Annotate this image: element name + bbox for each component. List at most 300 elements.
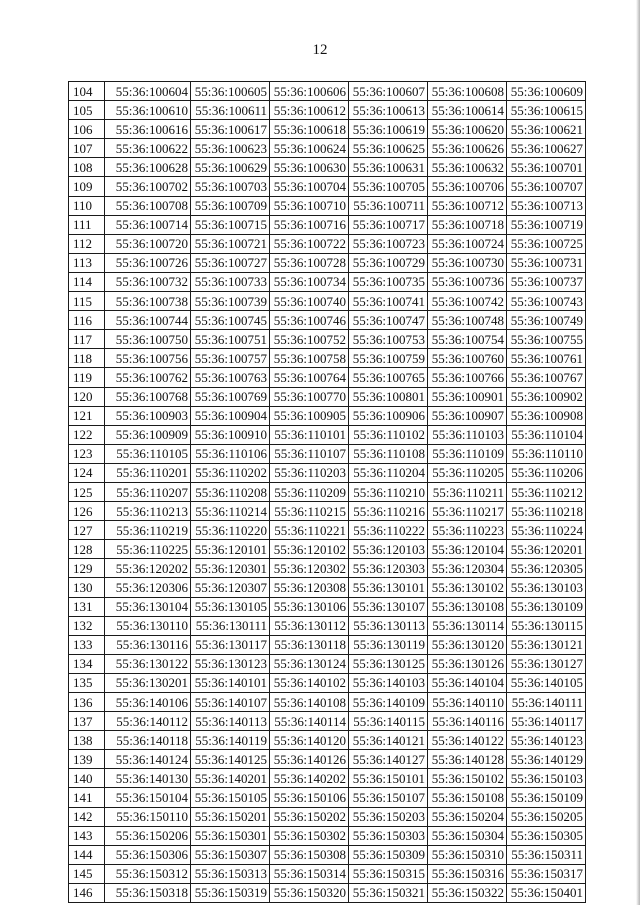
cadastral-number-cell: 55:36:100754	[428, 330, 507, 349]
table-row	[69, 712, 586, 731]
cadastral-number-cell: 55:36:100770	[270, 387, 349, 406]
cadastral-number-cell: 55:36:100758	[270, 349, 349, 368]
cadastral-number-cell: 55:36:110106	[191, 444, 270, 463]
cadastral-number-cell: 55:36:140105	[507, 673, 586, 692]
cadastral-number-cell: 55:36:120304	[428, 559, 507, 578]
cadastral-number-cell: 55:36:130121	[507, 635, 586, 654]
cadastral-number-cell: 55:36:100623	[191, 139, 270, 158]
cadastral-number-cell: 55:36:100702	[105, 177, 191, 196]
cadastral-number-cell: 55:36:110209	[270, 482, 349, 501]
cadastral-number-cell: 55:36:150305	[507, 826, 586, 845]
cadastral-number-cell: 55:36:100608	[428, 82, 507, 101]
cadastral-number-cell: 55:36:100625	[349, 139, 428, 158]
cadastral-number-cell: 55:36:100609	[507, 82, 586, 101]
cadastral-number-cell: 55:36:100727	[191, 253, 270, 272]
cadastral-number-cell: 55:36:100742	[428, 292, 507, 311]
cadastral-number-cell: 55:36:150106	[270, 788, 349, 807]
cadastral-number-cell: 55:36:140110	[428, 693, 507, 712]
cadastral-number-cell: 55:36:150101	[349, 769, 428, 788]
table-row	[69, 368, 586, 387]
cadastral-number-cell: 55:36:150108	[428, 788, 507, 807]
cadastral-number-cell: 55:36:100744	[105, 311, 191, 330]
cadastral-number-cell: 55:36:100726	[105, 253, 191, 272]
cadastral-number-cell: 55:36:110224	[507, 521, 586, 540]
cadastral-number-cell: 55:36:140201	[191, 769, 270, 788]
table-row	[69, 731, 586, 750]
cadastral-number-cell: 55:36:100762	[105, 368, 191, 387]
cadastral-number-cell: 55:36:140101	[191, 673, 270, 692]
cadastral-number-cell: 55:36:140126	[270, 750, 349, 769]
cadastral-number-cell: 55:36:100907	[428, 406, 507, 425]
cadastral-number-cell: 55:36:100712	[428, 196, 507, 215]
table-row	[69, 540, 586, 559]
cadastral-number-cell: 55:36:100709	[191, 196, 270, 215]
cadastral-number-cell: 55:36:100739	[191, 292, 270, 311]
cadastral-number-cell: 55:36:150304	[428, 826, 507, 845]
cadastral-number-cell: 55:36:130117	[191, 635, 270, 654]
cadastral-number-cell: 55:36:100604	[105, 82, 191, 101]
cadastral-number-cell: 55:36:100612	[270, 101, 349, 120]
cadastral-number-cell: 55:36:140129	[507, 750, 586, 769]
cadastral-number-cell: 55:36:100767	[507, 368, 586, 387]
cadastral-number-cell: 55:36:110109	[428, 444, 507, 463]
cadastral-number-cell: 55:36:140127	[349, 750, 428, 769]
cadastral-number-cell: 55:36:130115	[507, 616, 586, 635]
row-number-cell: 119	[69, 368, 105, 387]
row-number-cell: 105	[69, 101, 105, 120]
cadastral-number-cell: 55:36:130114	[428, 616, 507, 635]
cadastral-number-cell: 55:36:150202	[270, 807, 349, 826]
table-row	[69, 272, 586, 291]
cadastral-table	[68, 81, 586, 903]
cadastral-number-cell: 55:36:100719	[507, 215, 586, 234]
cadastral-number-cell: 55:36:130109	[507, 597, 586, 616]
cadastral-number-cell: 55:36:130116	[105, 635, 191, 654]
cadastral-number-cell: 55:36:100611	[191, 101, 270, 120]
cadastral-number-cell: 55:36:110225	[105, 540, 191, 559]
cadastral-number-cell: 55:36:100616	[105, 120, 191, 139]
cadastral-number-cell: 55:36:100756	[105, 349, 191, 368]
cadastral-number-cell: 55:36:150107	[349, 788, 428, 807]
row-number-cell: 113	[69, 253, 105, 272]
cadastral-number-cell: 55:36:140102	[270, 673, 349, 692]
cadastral-number-cell: 55:36:100905	[270, 406, 349, 425]
cadastral-number-cell: 55:36:110211	[428, 482, 507, 501]
cadastral-number-cell: 55:36:130118	[270, 635, 349, 654]
cadastral-number-cell: 55:36:150315	[349, 864, 428, 883]
cadastral-number-cell: 55:36:150322	[428, 883, 507, 902]
cadastral-number-cell: 55:36:140107	[191, 693, 270, 712]
row-number-cell: 134	[69, 654, 105, 673]
cadastral-number-cell: 55:36:100621	[507, 120, 586, 139]
table-row	[69, 253, 586, 272]
table-row	[69, 673, 586, 692]
cadastral-number-cell: 55:36:110213	[105, 502, 191, 521]
cadastral-number-cell: 55:36:100768	[105, 387, 191, 406]
cadastral-number-cell: 55:36:100724	[428, 234, 507, 253]
row-number-cell: 121	[69, 406, 105, 425]
row-number-cell: 125	[69, 482, 105, 501]
cadastral-number-cell: 55:36:110104	[507, 425, 586, 444]
row-number-cell: 124	[69, 463, 105, 482]
table-row	[69, 521, 586, 540]
cadastral-number-cell: 55:36:140125	[191, 750, 270, 769]
cadastral-number-cell: 55:36:100746	[270, 311, 349, 330]
cadastral-number-cell: 55:36:150110	[105, 807, 191, 826]
table-row	[69, 559, 586, 578]
row-number-cell: 133	[69, 635, 105, 654]
row-number-cell: 132	[69, 616, 105, 635]
cadastral-number-cell: 55:36:150310	[428, 845, 507, 864]
cadastral-number-cell: 55:36:100720	[105, 234, 191, 253]
row-number-cell: 108	[69, 158, 105, 177]
cadastral-number-cell: 55:36:110102	[349, 425, 428, 444]
cadastral-number-cell: 55:36:130127	[507, 654, 586, 673]
cadastral-number-cell: 55:36:100735	[349, 272, 428, 291]
table-row	[69, 139, 586, 158]
cadastral-number-cell: 55:36:100769	[191, 387, 270, 406]
cadastral-number-cell: 55:36:120103	[349, 540, 428, 559]
row-number-cell: 128	[69, 540, 105, 559]
cadastral-number-cell: 55:36:110105	[105, 444, 191, 463]
cadastral-number-cell: 55:36:100710	[270, 196, 349, 215]
cadastral-number-cell: 55:36:100759	[349, 349, 428, 368]
cadastral-number-cell: 55:36:100618	[270, 120, 349, 139]
row-number-cell: 137	[69, 712, 105, 731]
cadastral-number-cell: 55:36:100725	[507, 234, 586, 253]
cadastral-number-cell: 55:36:100717	[349, 215, 428, 234]
table-row	[69, 101, 586, 120]
cadastral-number-cell: 55:36:140124	[105, 750, 191, 769]
scan-edge-shadow	[636, 0, 640, 905]
cadastral-number-cell: 55:36:110218	[507, 502, 586, 521]
cadastral-number-cell: 55:36:100715	[191, 215, 270, 234]
table-row	[69, 406, 586, 425]
table-row	[69, 158, 586, 177]
cadastral-number-cell: 55:36:130123	[191, 654, 270, 673]
cadastral-number-cell: 55:36:150301	[191, 826, 270, 845]
cadastral-number-cell: 55:36:130102	[428, 578, 507, 597]
row-number-cell: 112	[69, 234, 105, 253]
cadastral-number-cell: 55:36:110214	[191, 502, 270, 521]
cadastral-number-cell: 55:36:130106	[270, 597, 349, 616]
cadastral-number-cell: 55:36:100910	[191, 425, 270, 444]
cadastral-number-cell: 55:36:150204	[428, 807, 507, 826]
cadastral-number-cell: 55:36:130120	[428, 635, 507, 654]
cadastral-number-cell: 55:36:150302	[270, 826, 349, 845]
cadastral-number-cell: 55:36:140120	[270, 731, 349, 750]
cadastral-number-cell: 55:36:150308	[270, 845, 349, 864]
cadastral-number-cell: 55:36:100741	[349, 292, 428, 311]
row-number-cell: 145	[69, 864, 105, 883]
table-row	[69, 654, 586, 673]
row-number-cell: 114	[69, 272, 105, 291]
cadastral-number-cell: 55:36:110219	[105, 521, 191, 540]
cadastral-number-cell: 55:36:100714	[105, 215, 191, 234]
row-number-cell: 139	[69, 750, 105, 769]
table-row	[69, 349, 586, 368]
cadastral-number-cell: 55:36:150320	[270, 883, 349, 902]
row-number-cell: 143	[69, 826, 105, 845]
cadastral-number-cell: 55:36:100626	[428, 139, 507, 158]
cadastral-number-cell: 55:36:100748	[428, 311, 507, 330]
cadastral-number-cell: 55:36:110107	[270, 444, 349, 463]
table-row	[69, 845, 586, 864]
cadastral-number-cell: 55:36:110222	[349, 521, 428, 540]
cadastral-number-cell: 55:36:150203	[349, 807, 428, 826]
table-row	[69, 330, 586, 349]
cadastral-number-cell: 55:36:100751	[191, 330, 270, 349]
cadastral-number-cell: 55:36:120303	[349, 559, 428, 578]
row-number-cell: 122	[69, 425, 105, 444]
table-row	[69, 635, 586, 654]
cadastral-number-cell: 55:36:100740	[270, 292, 349, 311]
cadastral-number-cell: 55:36:130108	[428, 597, 507, 616]
row-number-cell: 141	[69, 788, 105, 807]
cadastral-number-cell: 55:36:100627	[507, 139, 586, 158]
cadastral-number-cell: 55:36:110212	[507, 482, 586, 501]
cadastral-number-cell: 55:36:100737	[507, 272, 586, 291]
row-number-cell: 140	[69, 769, 105, 788]
cadastral-number-cell: 55:36:100706	[428, 177, 507, 196]
row-number-cell: 109	[69, 177, 105, 196]
cadastral-number-cell: 55:36:100701	[507, 158, 586, 177]
cadastral-number-cell: 55:36:150312	[105, 864, 191, 883]
table-row	[69, 864, 586, 883]
cadastral-number-cell: 55:36:150103	[507, 769, 586, 788]
cadastral-number-cell: 55:36:100614	[428, 101, 507, 120]
table-row	[69, 463, 586, 482]
cadastral-number-cell: 55:36:100729	[349, 253, 428, 272]
cadastral-number-cell: 55:36:120104	[428, 540, 507, 559]
cadastral-number-cell: 55:36:140116	[428, 712, 507, 731]
cadastral-number-cell: 55:36:110220	[191, 521, 270, 540]
cadastral-number-cell: 55:36:100747	[349, 311, 428, 330]
cadastral-number-cell: 55:36:100704	[270, 177, 349, 196]
table-row	[69, 82, 586, 101]
cadastral-number-cell: 55:36:100703	[191, 177, 270, 196]
cadastral-number-cell: 55:36:150205	[507, 807, 586, 826]
cadastral-number-cell: 55:36:120302	[270, 559, 349, 578]
cadastral-number-cell: 55:36:150321	[349, 883, 428, 902]
row-number-cell: 118	[69, 349, 105, 368]
cadastral-number-cell: 55:36:140103	[349, 673, 428, 692]
table-row	[69, 425, 586, 444]
cadastral-number-cell: 55:36:110108	[349, 444, 428, 463]
cadastral-number-cell: 55:36:100629	[191, 158, 270, 177]
cadastral-number-cell: 55:36:100736	[428, 272, 507, 291]
cadastral-number-cell: 55:36:100903	[105, 406, 191, 425]
table-row	[69, 482, 586, 501]
cadastral-number-cell: 55:36:130126	[428, 654, 507, 673]
table-row	[69, 693, 586, 712]
row-number-cell: 127	[69, 521, 105, 540]
cadastral-number-cell: 55:36:100631	[349, 158, 428, 177]
cadastral-number-cell: 55:36:120202	[105, 559, 191, 578]
cadastral-number-cell: 55:36:100752	[270, 330, 349, 349]
table-row	[69, 750, 586, 769]
cadastral-number-cell: 55:36:140113	[191, 712, 270, 731]
cadastral-number-cell: 55:36:100617	[191, 120, 270, 139]
cadastral-number-cell: 55:36:150104	[105, 788, 191, 807]
cadastral-number-cell: 55:36:110216	[349, 502, 428, 521]
cadastral-number-cell: 55:36:100716	[270, 215, 349, 234]
cadastral-number-cell: 55:36:100620	[428, 120, 507, 139]
cadastral-number-cell: 55:36:130103	[507, 578, 586, 597]
row-number-cell: 107	[69, 139, 105, 158]
cadastral-number-cell: 55:36:150206	[105, 826, 191, 845]
cadastral-number-cell: 55:36:100764	[270, 368, 349, 387]
cadastral-number-cell: 55:36:110221	[270, 521, 349, 540]
cadastral-number-cell: 55:36:100753	[349, 330, 428, 349]
cadastral-number-cell: 55:36:110204	[349, 463, 428, 482]
row-number-cell: 106	[69, 120, 105, 139]
cadastral-number-cell: 55:36:110110	[507, 444, 586, 463]
cadastral-number-cell: 55:36:100610	[105, 101, 191, 120]
row-number-cell: 111	[69, 215, 105, 234]
table-row	[69, 177, 586, 196]
cadastral-number-cell: 55:36:140109	[349, 693, 428, 712]
cadastral-number-cell: 55:36:130105	[191, 597, 270, 616]
row-number-cell: 136	[69, 693, 105, 712]
cadastral-number-cell: 55:36:100904	[191, 406, 270, 425]
cadastral-number-cell: 55:36:150316	[428, 864, 507, 883]
cadastral-number-cell: 55:36:100909	[105, 425, 191, 444]
cadastral-number-cell: 55:36:140130	[105, 769, 191, 788]
cadastral-number-cell: 55:36:150309	[349, 845, 428, 864]
cadastral-number-cell: 55:36:130111	[191, 616, 270, 635]
row-number-cell: 123	[69, 444, 105, 463]
table-row	[69, 292, 586, 311]
cadastral-number-cell: 55:36:150401	[507, 883, 586, 902]
cadastral-number-cell: 55:36:130101	[349, 578, 428, 597]
row-number-cell: 117	[69, 330, 105, 349]
cadastral-number-cell: 55:36:100749	[507, 311, 586, 330]
cadastral-number-cell: 55:36:130122	[105, 654, 191, 673]
cadastral-number-cell: 55:36:110208	[191, 482, 270, 501]
cadastral-number-cell: 55:36:130104	[105, 597, 191, 616]
cadastral-number-cell: 55:36:100734	[270, 272, 349, 291]
cadastral-number-cell: 55:36:130125	[349, 654, 428, 673]
cadastral-number-cell: 55:36:100632	[428, 158, 507, 177]
cadastral-number-cell: 55:36:120306	[105, 578, 191, 597]
table-row	[69, 807, 586, 826]
cadastral-number-cell: 55:36:110103	[428, 425, 507, 444]
cadastral-number-cell: 55:36:120301	[191, 559, 270, 578]
cadastral-number-cell: 55:36:140108	[270, 693, 349, 712]
cadastral-number-cell: 55:36:100613	[349, 101, 428, 120]
cadastral-number-cell: 55:36:140115	[349, 712, 428, 731]
cadastral-number-cell: 55:36:100722	[270, 234, 349, 253]
cadastral-number-cell: 55:36:140119	[191, 731, 270, 750]
table-row	[69, 883, 586, 902]
cadastral-number-cell: 55:36:100615	[507, 101, 586, 120]
cadastral-number-cell: 55:36:140123	[507, 731, 586, 750]
cadastral-number-cell: 55:36:110206	[507, 463, 586, 482]
cadastral-number-cell: 55:36:100731	[507, 253, 586, 272]
cadastral-number-cell: 55:36:110203	[270, 463, 349, 482]
cadastral-number-cell: 55:36:140121	[349, 731, 428, 750]
table-row	[69, 597, 586, 616]
cadastral-number-cell: 55:36:100628	[105, 158, 191, 177]
cadastral-number-cell: 55:36:110223	[428, 521, 507, 540]
cadastral-number-cell: 55:36:100607	[349, 82, 428, 101]
row-number-cell: 142	[69, 807, 105, 826]
table-row	[69, 311, 586, 330]
cadastral-number-cell: 55:36:140104	[428, 673, 507, 692]
cadastral-number-cell: 55:36:100766	[428, 368, 507, 387]
cadastral-number-cell: 55:36:140118	[105, 731, 191, 750]
cadastral-number-cell: 55:36:100630	[270, 158, 349, 177]
row-number-cell: 131	[69, 597, 105, 616]
cadastral-number-cell: 55:36:130107	[349, 597, 428, 616]
cadastral-number-cell: 55:36:100728	[270, 253, 349, 272]
row-number-cell: 116	[69, 311, 105, 330]
cadastral-number-cell: 55:36:100733	[191, 272, 270, 291]
cadastral-number-cell: 55:36:110217	[428, 502, 507, 521]
cadastral-number-cell: 55:36:150105	[191, 788, 270, 807]
cadastral-number-cell: 55:36:100763	[191, 368, 270, 387]
cadastral-number-cell: 55:36:110201	[105, 463, 191, 482]
cadastral-number-cell: 55:36:110205	[428, 463, 507, 482]
cadastral-number-cell: 55:36:150317	[507, 864, 586, 883]
table-row	[69, 578, 586, 597]
cadastral-number-cell: 55:36:150109	[507, 788, 586, 807]
cadastral-number-cell: 55:36:150303	[349, 826, 428, 845]
cadastral-number-cell: 55:36:100708	[105, 196, 191, 215]
cadastral-number-cell: 55:36:130201	[105, 673, 191, 692]
row-number-cell: 146	[69, 883, 105, 902]
cadastral-number-cell: 55:36:100711	[349, 196, 428, 215]
cadastral-table-container	[68, 81, 586, 903]
table-row	[69, 444, 586, 463]
cadastral-number-cell: 55:36:100713	[507, 196, 586, 215]
table-row	[69, 769, 586, 788]
row-number-cell: 110	[69, 196, 105, 215]
cadastral-number-cell: 55:36:100718	[428, 215, 507, 234]
cadastral-number-cell: 55:36:120307	[191, 578, 270, 597]
cadastral-number-cell: 55:36:120102	[270, 540, 349, 559]
cadastral-number-cell: 55:36:110215	[270, 502, 349, 521]
cadastral-number-cell: 55:36:120305	[507, 559, 586, 578]
cadastral-number-cell: 55:36:100743	[507, 292, 586, 311]
row-number-cell: 135	[69, 673, 105, 692]
cadastral-number-cell: 55:36:100765	[349, 368, 428, 387]
cadastral-number-cell: 55:36:110101	[270, 425, 349, 444]
row-number-cell: 115	[69, 292, 105, 311]
cadastral-number-cell: 55:36:100908	[507, 406, 586, 425]
cadastral-number-cell: 55:36:100723	[349, 234, 428, 253]
cadastral-number-cell: 55:36:130110	[105, 616, 191, 635]
cadastral-number-cell: 55:36:150319	[191, 883, 270, 902]
table-row	[69, 616, 586, 635]
table-row	[69, 120, 586, 139]
table-row	[69, 826, 586, 845]
cadastral-number-cell: 55:36:150307	[191, 845, 270, 864]
cadastral-number-cell: 55:36:140117	[507, 712, 586, 731]
cadastral-number-cell: 55:36:140122	[428, 731, 507, 750]
cadastral-number-cell: 55:36:150318	[105, 883, 191, 902]
row-number-cell: 144	[69, 845, 105, 864]
cadastral-number-cell: 55:36:140106	[105, 693, 191, 712]
page-number: 12	[312, 42, 328, 58]
row-number-cell: 126	[69, 502, 105, 521]
cadastral-number-cell: 55:36:130124	[270, 654, 349, 673]
cadastral-number-cell: 55:36:100705	[349, 177, 428, 196]
cadastral-number-cell: 55:36:100755	[507, 330, 586, 349]
cadastral-number-cell: 55:36:150311	[507, 845, 586, 864]
cadastral-number-cell: 55:36:100605	[191, 82, 270, 101]
